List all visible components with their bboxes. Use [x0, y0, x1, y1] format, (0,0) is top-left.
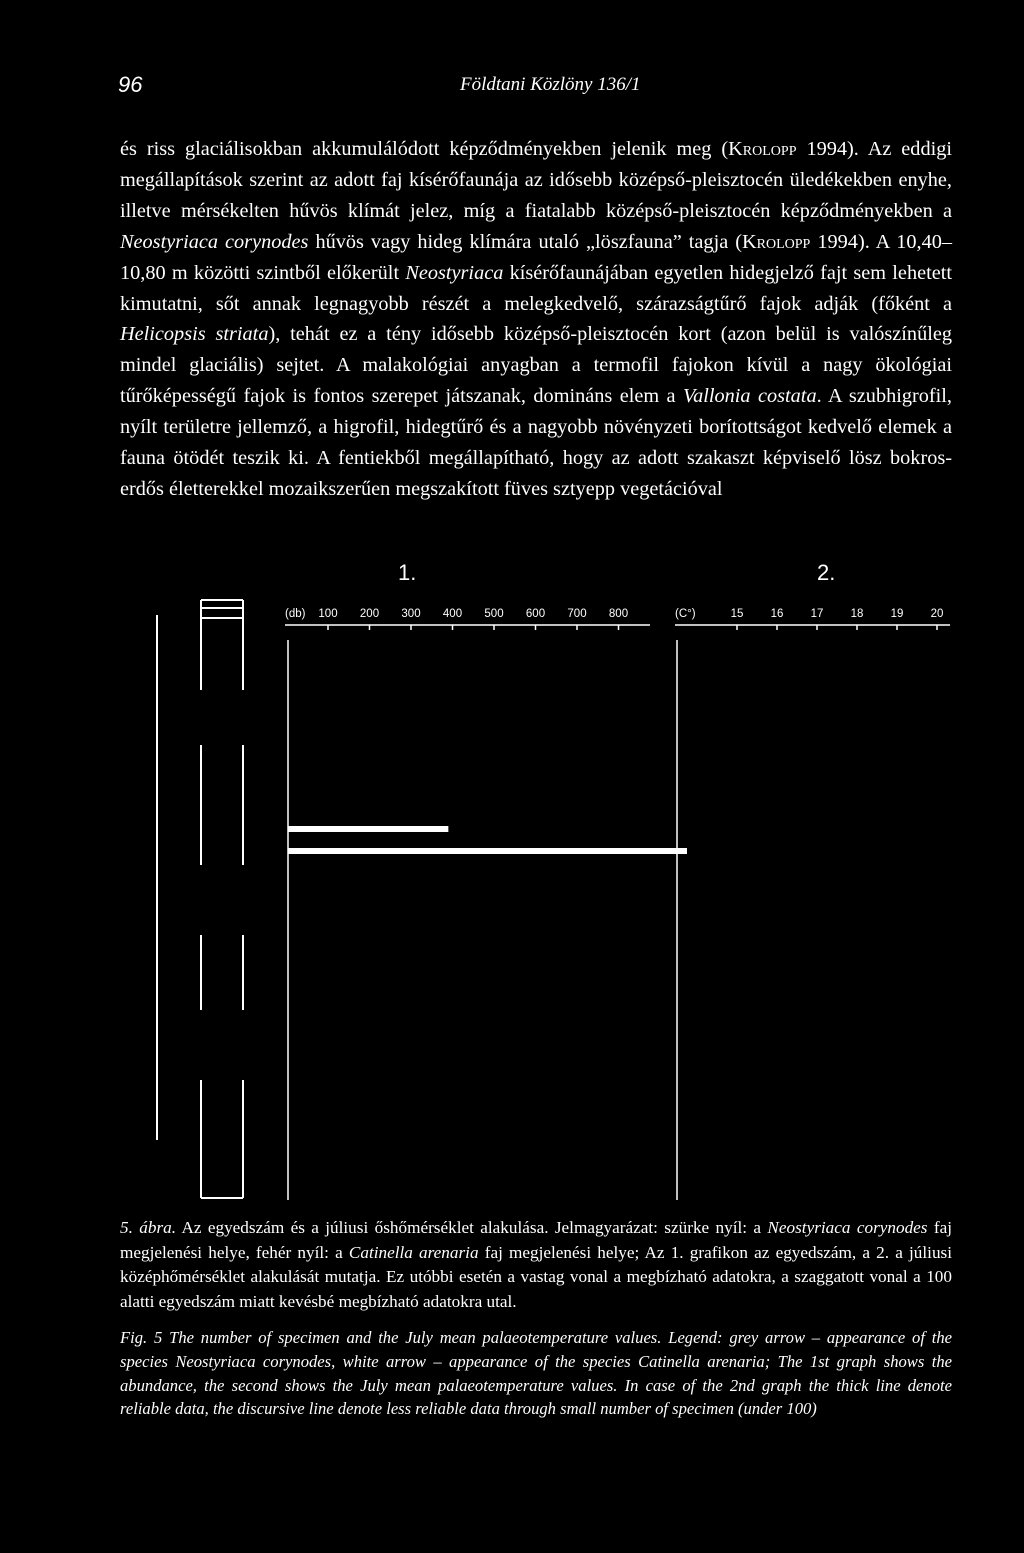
- text-run: és riss glaciálisokban akkumulálódott képződményekben jelenik meg (: [120, 138, 729, 160]
- tick-label: 200: [359, 608, 380, 620]
- tick-label: 20: [930, 608, 944, 620]
- chart-title: 2.: [817, 560, 836, 585]
- text-run: kísérőfaunájában egyetlen hidegjelző fajt sem lehetett kimutatni, sőt annak legnagyobb részét a melegkedvelő, szárazságtűrő fajok adják (főként a: [120, 261, 952, 315]
- species-name: Neostyriaca corynodes: [120, 230, 309, 253]
- paragraph: [120, 134, 952, 505]
- chart-abundance: [285, 560, 687, 1200]
- abundance-bar: [288, 848, 687, 854]
- text-run: 1994). A 10,40–10,80 m közötti szintből előkerült: [120, 230, 953, 284]
- caption-text: faj megjelenési helye, fehér nyíl: a: [120, 1218, 952, 1262]
- figure-caption-en: [120, 1326, 952, 1421]
- species-name: Vallonia costata: [682, 385, 817, 408]
- species-name: Neostyriaca corynodes: [767, 1218, 928, 1237]
- caption-paragraph: [120, 1216, 952, 1314]
- caption-label: Fig.: [120, 1328, 148, 1347]
- tick-label: 800: [608, 608, 629, 620]
- author-name: Krolopp: [728, 138, 797, 160]
- tick-label: 700: [567, 608, 587, 620]
- tick-label: 19: [890, 608, 904, 620]
- author-name: Krolopp: [742, 230, 811, 253]
- tick-label: 500: [484, 608, 504, 620]
- tick-label: 600: [525, 608, 546, 620]
- tick-label: 16: [770, 608, 784, 620]
- tick-label: 300: [401, 608, 421, 620]
- figure-5: [140, 560, 960, 1210]
- caption-label: 5. ábra.: [120, 1218, 177, 1237]
- strat-column: [157, 600, 243, 1198]
- text-run: hűvös vagy hideg klímára utaló „löszfauna” tagja (: [308, 230, 742, 253]
- journal-title: Földtani Közlöny 136/1: [460, 74, 641, 95]
- tick-label: 400: [442, 608, 463, 620]
- tick-label: 15: [730, 608, 744, 620]
- abundance-bar: [288, 826, 448, 832]
- body-paragraph: [120, 134, 952, 505]
- text-run: 1994). Az eddigi megállapítások szerint az adott faj kísérőfaunája az idősebb középső-pleisztocén üledékekben enyhe, illetve mérsékelten hűvös klímát jelez, míg a fiatalabb középső-pleisztocén képződményekben a: [120, 138, 952, 222]
- species-name: Neostyriaca: [405, 261, 504, 284]
- unit-label: (C°): [675, 608, 696, 620]
- page-header: [118, 72, 948, 102]
- species-name: Catinella arenaria: [348, 1242, 479, 1262]
- tick-label: 17: [810, 608, 824, 620]
- page-number: 96: [118, 72, 143, 97]
- caption-text: 5 The number of specimen and the July mean palaeotemperature values. Legend: grey arrow – appearance of the species Neostyriaca corynodes, white arrow – appearance of the species Catinella arenaria; The 1st graph shows the abundance, the second shows the July mean palaeotemperature values. In case of the 2nd graph the thick line denote reliable data, the discursive line denote less reliable data through small number of specimen (under 100): [120, 1328, 952, 1419]
- text-run: . A szubhigrofil, nyílt területre jellemző, a higrofil, hidegtűrő és a nagyobb növényzeti borítottságot kedvelő elemek a fauna ötödét teszik ki. A fentiekből megállapítható, hogy az adott szakaszt képviselő lösz bokros-erdős életterekkel mozaikszerűen megszakított füves sztyepp vegetációval: [120, 385, 952, 500]
- figure-svg: [140, 560, 960, 1210]
- caption-paragraph: [120, 1326, 952, 1421]
- tick-label: 18: [850, 608, 864, 620]
- caption-text: Az egyedszám és a júliusi őshőmérséklet alakulása. Jelmagyarázat: szürke nyíl: a: [176, 1218, 768, 1237]
- caption-text: faj megjelenési helye; Az 1. grafikon az egyedszám, a 2. a júliusi középhőmérséklet alakulását mutatja. Ez utóbbi esetén a vastag vonal a megbízható adatokra, a szaggatott vonal a 100 alatti egyedszám miatt kevésbé megbízható adatokra utal.: [120, 1242, 953, 1311]
- chart-temperature: [675, 560, 950, 1200]
- chart-title: 1.: [398, 560, 417, 585]
- species-name: Helicopsis striata: [120, 323, 269, 346]
- unit-label: (db): [285, 608, 306, 620]
- figure-caption-hu: [120, 1216, 952, 1314]
- text-run: ), tehát ez a tény idősebb középső-pleisztocén kort (azon belül is valószínűleg mindel glaciális) sejtet. A malakológiai anyagban a termofil fajokon kívül a nagy ökológiai tűrőképességű fajok is fontos szerepet játszanak, domináns elem a: [120, 323, 952, 408]
- tick-label: 100: [318, 608, 338, 620]
